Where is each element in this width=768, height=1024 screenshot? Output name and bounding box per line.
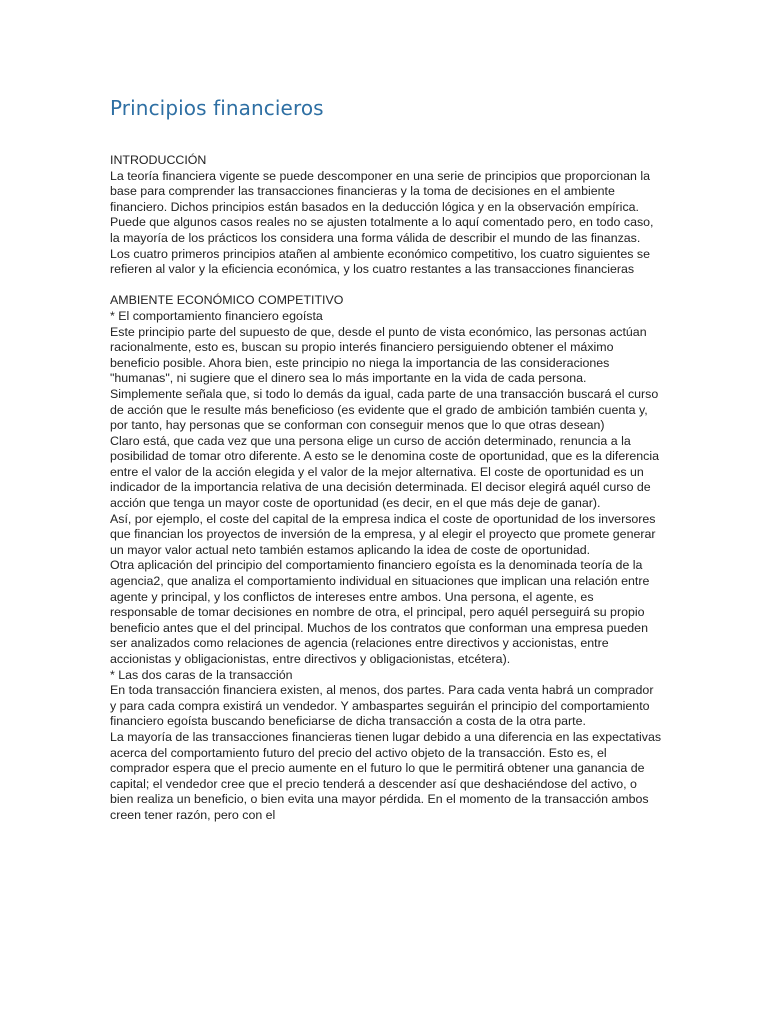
paragraph: La teoría financiera vigente se puede descomponer en una serie de principios que proporcionan la base para comprender las transacciones financieras y la toma de decisiones en el ambiente financiero. Dichos principios están basados en la deducción lógica y en la observación empírica. Puede que algunos casos reales no se ajusten totalmente a lo aquí comentado pero, en todo caso, la mayoría de los prácticos los considera una forma válida de describir el mundo de las finanzas. — [110, 168, 654, 245]
document-page — [110, 96, 662, 824]
paragraph: En toda transacción financiera existen, al menos, dos partes. Para cada venta habrá un comprador y para cada compra existirá un vendedor. Y ambaspartes seguirán el principio del comportamiento financiero egoísta buscando beneficiarse de dicha transacción a costa de la otra parte. — [110, 683, 654, 729]
section-heading-introduccion: INTRODUCCIÓN — [110, 153, 207, 167]
paragraph: Así, por ejemplo, el coste del capital de la empresa indica el coste de oportunidad de los inversores que financian los proyectos de inversión de la empresa, y al elegir el proyecto que promete generar un mayor valor actual neto también estamos aplicando la idea de coste de oportunidad. — [110, 511, 656, 557]
paragraph: Otra aplicación del principio del comportamiento financiero egoísta es la denominada teoría de la agencia2, que analiza el comportamiento individual en situaciones que implican una relación entre agente y principal, y los conflictos de intereses entre ambos. Una persona, el agente, es responsable de tomar decisiones en nombre de otra, el principal, pero aquél perseguirá su propio beneficio antes que el del principal. Muchos de los contratos que conforman una empresa pueden ser analizados como relaciones de agencia (relaciones entre directivos y accionistas, entre accionistas y obligacionistas, entre directivos y obligacionistas, etcétera). — [110, 558, 650, 666]
paragraph: Los cuatro primeros principios atañen al ambiente económico competitivo, los cuatro siguientes se refieren al valor y la eficiencia económica, y los cuatro restantes a las transacciones financieras — [110, 246, 650, 277]
document-body — [110, 153, 662, 824]
subheading-comportamiento: * El comportamiento financiero egoísta — [110, 308, 323, 323]
subheading-dos-caras: * Las dos caras de la transacción — [110, 667, 293, 682]
page-title: Principios financieros — [110, 96, 324, 120]
paragraph: Claro está, que cada vez que una persona elige un curso de acción determinado, renuncia a la posibilidad de tomar otro diferente. A esto se le denomina coste de oportunidad, que es la diferencia entre el valor de la acción elegida y el valor de la mejor alternativa. El coste de oportunidad es un indicador de la importancia relativa de una decisión determinada. El decisor elegirá aquél curso de acción que tenga un mayor coste de oportunidad (es decir, en el que más deje de ganar). — [110, 433, 659, 511]
paragraph-spacer — [110, 278, 662, 294]
paragraph: Este principio parte del supuesto de que, desde el punto de vista económico, las personas actúan racionalmente, esto es, buscan su propio interés financiero persiguiendo obtener el máximo beneficio posible. Ahora bien, este principio no niega la importancia de las consideraciones "humanas", ni sugiere que el dinero sea lo más importante en la vida de cada persona. Simplemente señala que, si todo lo demás da igual, cada parte de una transacción buscará el curso de acción que le resulte más beneficioso (es evidente que el grado de ambición también cuenta y, por tanto, hay personas que se conforman con conseguir menos que lo que otras desean) — [110, 324, 659, 433]
paragraph: La mayoría de las transacciones financieras tienen lugar debido a una diferencia en las expectativas acerca del comportamiento futuro del precio del activo objeto de la transacción. Esto es, el comprador espera que el precio aumente en el futuro lo que le permitirá obtener una ganancia de capital; el vendedor cree que el precio tenderá a descender así que deshaciéndose del activo, o bien realiza un beneficio, o bien evita una mayor pérdida. En el momento de la transacción ambos creen tener razón, pero con el — [110, 729, 662, 822]
section-heading-ambiente: AMBIENTE ECONÓMICO COMPETITIVO — [110, 293, 344, 308]
